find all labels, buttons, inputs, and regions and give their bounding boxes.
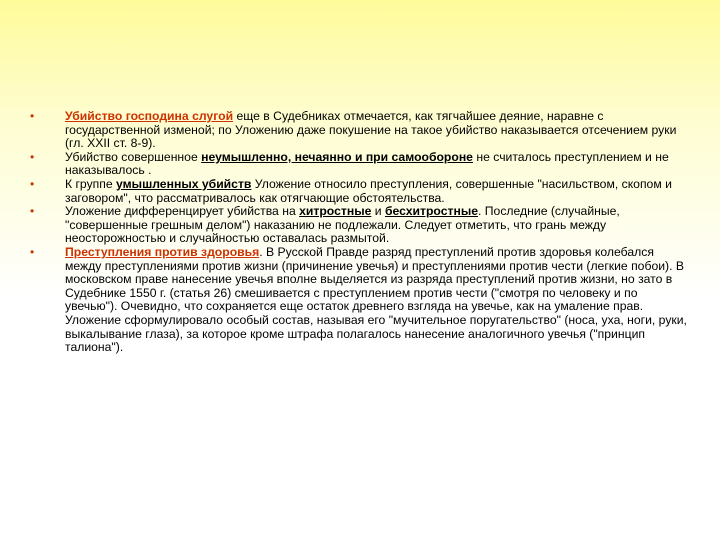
item-text: К группе xyxy=(65,176,117,191)
item-text: Уложение относило преступления, совершенные "насильством, скопом и заговором", что рассматривалось как отягчающие обстоятельства. xyxy=(65,176,672,205)
item-text: Убийство совершенное xyxy=(65,149,202,164)
list-item xyxy=(30,205,692,246)
item-text: Уложение дифференцирует убийства на xyxy=(65,204,300,219)
item-emphasis: неумышленно, нечаянно и при самообороне xyxy=(201,149,473,164)
item-text: . Последние (случайные, "совершенные грешным делом") наказанию не подлежали. Следует отметить, что грань между неосторожностью и случайностью оставалась размытой. xyxy=(65,204,620,246)
item-text: и xyxy=(371,204,385,219)
bullet-list xyxy=(30,110,692,355)
bullet-icon: • xyxy=(30,149,35,164)
item-emphasis: умышленных убийств xyxy=(116,176,252,191)
bullet-icon: • xyxy=(30,244,35,259)
item-text: не считалось преступлением и не наказывалось . xyxy=(65,149,669,178)
item-lead-heading: Убийство господина слугой xyxy=(65,109,234,123)
bullet-icon: • xyxy=(30,176,35,191)
list-item xyxy=(30,246,692,355)
item-text: . В Русской Правде разряд преступлений против здоровья колебался между преступлениями против жизни (причинение увечья) и преступлениями против чести (легкие побои). В московском праве нанесение увечья вполне выделяется из разряда преступлений против жизни, но зато в Судебнике 1550 г. (статья 26) смешивается с преступлением против чести ("смотря по человеку и по увечью"). Очевидно, что сохраняется еще остаток древнего взгляда на увечье, как на умаление прав. Уложение сформулировало особый состав, называя его "мучительное поругательство" (носа, уха, ноги, руки, выкалывание глаза), за которое кроме штрафа полагалось нанесение аналогичного увечья ("принцип талиона"). xyxy=(65,244,687,355)
bullet-icon: • xyxy=(30,109,35,123)
list-item xyxy=(30,110,692,151)
item-emphasis: бесхитростные xyxy=(384,204,479,219)
item-emphasis: хитростные xyxy=(299,204,372,219)
list-item xyxy=(30,178,692,205)
bullet-icon: • xyxy=(30,204,35,219)
list-item xyxy=(30,151,692,178)
item-lead-heading: Преступления против здоровья xyxy=(65,244,260,259)
item-text: еще в Судебниках отмечается, как тягчайшее деяние, наравне с государственной изменой; по Уложению даже покушение на такое убийство наказывается отсечением руки (гл. XXII ст. 8-9). xyxy=(65,109,677,151)
